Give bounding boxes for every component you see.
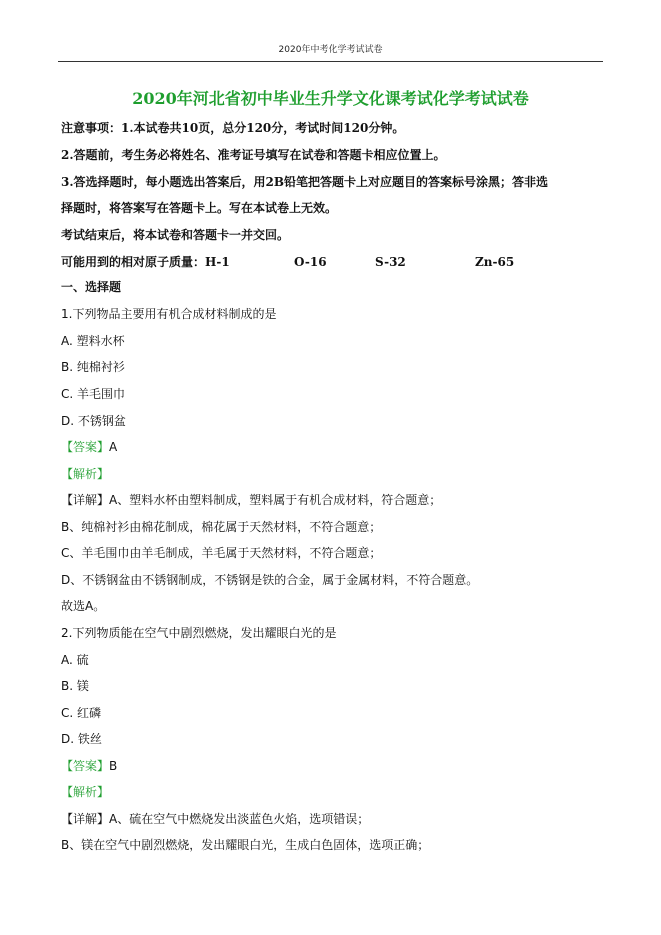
q1-detail-b: B、纯棉衬衫由棉花制成，棉花属于天然材料，不符合题意； bbox=[61, 520, 382, 534]
q2-analysis-label: 【解析】 bbox=[61, 785, 110, 799]
q2-detail-b: B、镁在空气中剧烈燃烧，发出耀眼白光，生成白色固体，选项正确； bbox=[61, 838, 430, 852]
q1-answer-value: A bbox=[109, 440, 118, 454]
atomic-mass-s: S-32 bbox=[375, 255, 406, 269]
q1-detail-a bbox=[61, 492, 606, 508]
q1-option-c: C. 羊毛围巾 bbox=[61, 387, 126, 401]
q1-detail-a-text: A、塑料水杯由塑料制成，塑料属于有机合成材料，符合题意； bbox=[109, 493, 442, 507]
section-title: 一、选择题 bbox=[61, 280, 122, 294]
q2-option-d: D. 铁丝 bbox=[61, 732, 102, 746]
header-divider bbox=[58, 61, 603, 62]
q2-detail-label: 【详解】 bbox=[61, 812, 110, 826]
q2-detail-a bbox=[61, 811, 606, 827]
q1-analysis-label: 【解析】 bbox=[61, 467, 110, 481]
exam-title: 2020年河北省初中毕业生升学文化课考试化学考试试卷 bbox=[132, 89, 529, 108]
q2-stem: 2.下列物质能在空气中剧烈燃烧，发出耀眼白光的是 bbox=[61, 626, 337, 640]
note-line-1: 注意事项：1.本试卷共10页，总分120分，考试时间120分钟。 bbox=[61, 121, 405, 135]
q2-option-a: A. 硫 bbox=[61, 653, 89, 667]
q1-answer-label: 【答案】 bbox=[61, 440, 110, 454]
q1-option-a: A. 塑料水杯 bbox=[61, 334, 125, 348]
note-line-4: 择题时，将答案写在答题卡上。写在本试卷上无效。 bbox=[61, 201, 338, 215]
q1-detail-d: D、不锈钢盆由不锈钢制成，不锈钢是铁的合金，属于金属材料，不符合题意。 bbox=[61, 573, 479, 587]
q2-option-b: B. 镁 bbox=[61, 679, 89, 693]
q1-option-b: B. 纯棉衬衫 bbox=[61, 360, 125, 374]
q1-detail-c: C、羊毛围巾由羊毛制成，羊毛属于天然材料，不符合题意； bbox=[61, 546, 382, 560]
q1-option-d: D. 不锈钢盆 bbox=[61, 414, 126, 428]
note-line-3: 3.答选择题时，每小题选出答案后，用2B铅笔把答题卡上对应题目的答案标号涂黑；答非选 bbox=[61, 175, 549, 189]
q2-answer-value: B bbox=[109, 759, 118, 773]
note-line-2: 2.答题前，考生务必将姓名、准考证号填写在试卷和答题卡相应位置上。 bbox=[61, 148, 446, 162]
atomic-mass-zn: Zn-65 bbox=[475, 255, 515, 269]
q2-answer-label: 【答案】 bbox=[61, 759, 110, 773]
q2-option-c: C. 红磷 bbox=[61, 706, 102, 720]
atomic-mass-o: O-16 bbox=[294, 255, 327, 269]
q2-detail-a-text: A、硫在空气中燃烧发出淡蓝色火焰，选项错误； bbox=[109, 812, 370, 826]
atomic-mass-row bbox=[61, 254, 606, 270]
page-header: 2020年中考化学考试试卷 bbox=[278, 45, 383, 55]
q2-answer bbox=[61, 758, 606, 774]
atomic-mass-h: 可能用到的相对原子质量：H-1 bbox=[61, 255, 230, 269]
q1-answer bbox=[61, 439, 606, 455]
q1-conclusion: 故选A。 bbox=[61, 599, 106, 613]
q1-stem: 1.下列物品主要用有机合成材料制成的是 bbox=[61, 307, 277, 321]
note-line-5: 考试结束后，将本试卷和答题卡一并交回。 bbox=[61, 228, 290, 242]
q1-detail-label: 【详解】 bbox=[61, 493, 110, 507]
